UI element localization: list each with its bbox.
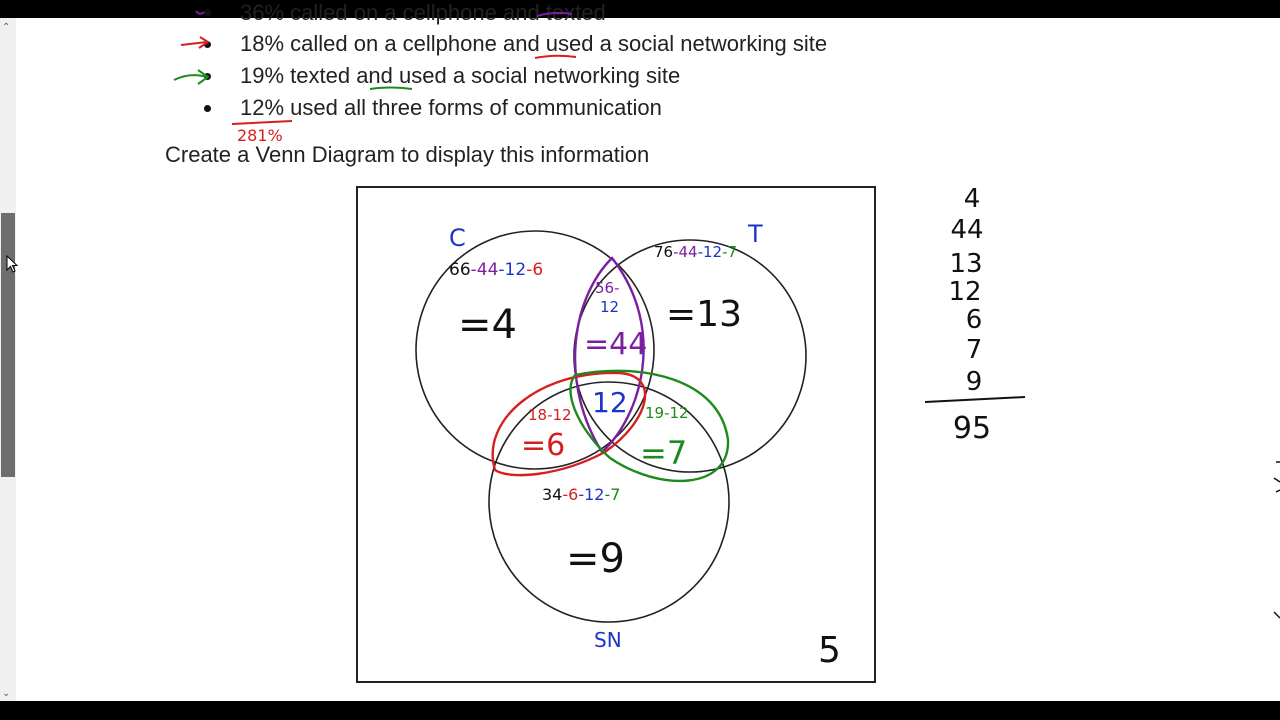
label-sn: SN <box>594 628 622 652</box>
bullet-text-4: 12% used all three forms of communication <box>240 95 662 120</box>
scroll-down-arrow-icon[interactable]: ⌄ <box>2 688 11 699</box>
bullet-text-2: 18% called on a cellphone and used a social networking site <box>240 31 828 56</box>
purple-arrow-icon <box>196 11 204 14</box>
result-t-only: =13 <box>666 294 742 335</box>
work-c-part: -6 <box>526 260 544 280</box>
result-outside: 5 <box>818 630 841 671</box>
work-c-expr <box>449 260 543 280</box>
result-c-and-t: =44 <box>584 327 648 362</box>
work-tsn-expr: 19-12 <box>645 404 689 422</box>
work-t-part: -44 <box>673 243 698 261</box>
total-percent-note: 281% <box>237 126 283 145</box>
bullet-text-3: 19% texted and used a social networking site <box>240 63 681 88</box>
sum-value: 12 <box>948 277 982 307</box>
video-bottom-bar <box>0 701 1280 720</box>
instruction-text: Create a Venn Diagram to display this information <box>165 142 650 167</box>
result-t-and-sn: =7 <box>640 434 688 472</box>
work-c-and-sn <box>521 406 572 463</box>
bullet-text-1: 36% called on a cellphone and texted <box>240 0 606 25</box>
work-sn-part: -6 <box>562 485 579 504</box>
work-t-expr <box>654 243 737 261</box>
sum-value: 6 <box>965 305 983 335</box>
work-sn-part: -12 <box>578 485 605 504</box>
sum-column <box>925 184 1025 446</box>
work-c-part: 66 <box>449 260 471 280</box>
edge-partial-mark <box>1274 612 1280 618</box>
work-c-part: -12 <box>498 260 527 280</box>
work-t-and-sn <box>640 404 689 472</box>
work-c-part: -44 <box>470 260 499 280</box>
work-sn-expr <box>542 485 620 504</box>
sum-value: 44 <box>950 215 984 245</box>
work-t-part: -7 <box>722 243 738 261</box>
result-sn-only: =9 <box>566 536 625 582</box>
sum-value: 9 <box>965 367 983 397</box>
work-csn-expr: 18-12 <box>528 406 572 424</box>
sum-value: 7 <box>965 335 983 365</box>
red-arrow-icon <box>181 37 208 48</box>
work-sn-part: -7 <box>604 485 621 504</box>
green-arrow-icon <box>174 70 208 84</box>
bullet-annotations <box>174 11 576 145</box>
sum-line <box>925 397 1025 402</box>
work-t-part: -12 <box>697 243 723 261</box>
green-underline <box>370 88 412 90</box>
red-underline <box>535 56 576 58</box>
scroll-up-arrow-icon[interactable]: ⌃ <box>2 22 11 33</box>
label-t: T <box>748 220 763 248</box>
edge-partial-marks <box>1274 462 1280 492</box>
result-all-three: 12 <box>592 386 628 419</box>
sum-value: 13 <box>949 249 983 279</box>
work-t-part: 76 <box>654 243 674 261</box>
sum-value: 4 <box>963 184 981 214</box>
work-sn-only <box>542 485 625 582</box>
red-sum-line <box>232 121 292 124</box>
work-sn-part: 34 <box>542 485 563 504</box>
result-c-only: =4 <box>458 302 517 348</box>
purple-underline <box>537 13 572 16</box>
work-t-only <box>654 243 742 335</box>
work-ct-bottom: 12 <box>600 298 620 316</box>
work-ct-top: 56- <box>595 279 620 297</box>
work-c-only <box>449 260 543 348</box>
sum-total: 95 <box>952 411 992 446</box>
label-c: C <box>449 224 466 252</box>
result-c-and-sn: =6 <box>521 428 566 463</box>
